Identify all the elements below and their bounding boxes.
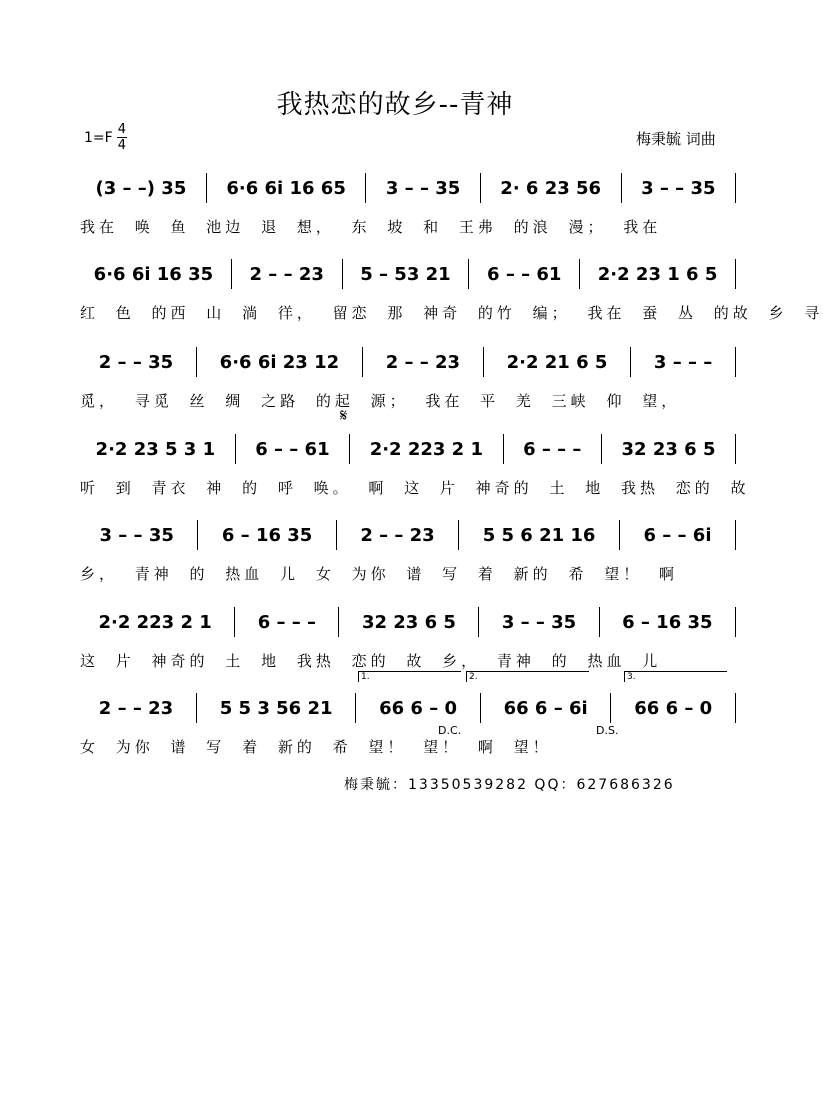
measure: 2·2 223 2 1 (369, 438, 483, 460)
barline (480, 693, 481, 723)
volta-1: 1. (358, 671, 461, 682)
barline (234, 607, 235, 637)
measure: 6 – – 6i (643, 524, 712, 546)
measure: 6 – – 61 (487, 263, 562, 285)
notes-line (80, 172, 740, 204)
lyrics-text: 觅， 寻觅 丝 绸 之路 的起 源； 我在 平 羌 三峡 仰 望， (80, 391, 681, 410)
measure: 32 23 6 5 (621, 438, 716, 460)
barline (231, 259, 232, 289)
measure: 2 – – 23 (360, 524, 435, 546)
lyrics-line (80, 300, 823, 324)
barline (196, 693, 197, 723)
notes-line (80, 433, 740, 465)
measure: 66 6 – 0 (379, 697, 458, 719)
barline (480, 173, 481, 203)
time-top: 4 (117, 122, 126, 137)
lyrics-text: 这 片 神奇的 土 地 我热 恋的 故 乡， 青神 的 热血 儿 (80, 651, 662, 670)
barline (235, 434, 236, 464)
measure: 2 – – 23 (249, 263, 324, 285)
measure: 2·2 21 6 5 (506, 351, 608, 373)
lyrics-line (80, 388, 740, 412)
notes-line (80, 692, 740, 724)
barline (735, 347, 736, 377)
score-system (80, 433, 750, 513)
measure: 5 – 53 21 (360, 263, 451, 285)
barline (342, 259, 343, 289)
measure: 2·2 223 2 1 (98, 611, 212, 633)
measure: 3 – – 35 (641, 177, 716, 199)
measure: 2 – – 23 (385, 351, 461, 373)
time-signature (117, 122, 127, 153)
notes-line (80, 258, 740, 290)
barline (362, 347, 363, 377)
measure: 2·2 23 1 6 5 (597, 263, 718, 285)
barline (601, 434, 602, 464)
barline (355, 693, 356, 723)
volta-3: 3. (624, 671, 727, 682)
measure: 3 – – 35 (99, 524, 174, 546)
barline (478, 607, 479, 637)
barline (197, 520, 198, 550)
measure: 66 6 – 6i (503, 697, 588, 719)
measure: 6 – 16 35 (221, 524, 313, 546)
measure: 3 – – 35 (385, 177, 461, 199)
barline (735, 607, 736, 637)
measure: (3 – –) 35 (95, 177, 187, 199)
lyrics-line (80, 475, 750, 499)
barline (630, 347, 631, 377)
barline (735, 520, 736, 550)
score-system (80, 172, 740, 252)
barline (468, 259, 469, 289)
barline (579, 259, 580, 289)
barline (458, 520, 459, 550)
dc-mark: D.C. (438, 724, 462, 737)
measure: 2 – – 23 (98, 697, 174, 719)
barline (735, 434, 736, 464)
measure: 6 – – – (257, 611, 317, 633)
measure: 6 – 16 35 (622, 611, 713, 633)
measure: 5 5 6 21 16 (482, 524, 596, 546)
barline (610, 693, 611, 723)
measure: 3 – – 35 (501, 611, 577, 633)
key-signature (84, 122, 127, 153)
lyrics-text: 我在 唤 鱼 池边 退 想， 东 坡 和 王弗 的浪 漫； 我在 (80, 217, 662, 236)
measure: 3 – – – (653, 351, 713, 373)
measure: 5 5 3 56 21 (219, 697, 333, 719)
score-system (80, 258, 823, 338)
lyrics-line (80, 648, 740, 672)
measure: 6 – – 61 (255, 438, 330, 460)
author-credit: 梅秉毓 词曲 (636, 130, 716, 148)
song-title: 我热恋的故乡--青神 (276, 90, 514, 120)
lyrics-line (80, 734, 740, 758)
barline (483, 347, 484, 377)
measure: 6·6 6i 16 65 (226, 177, 346, 199)
barline (336, 520, 337, 550)
barline (599, 607, 600, 637)
time-bottom: 4 (117, 138, 126, 153)
lyrics-text: 红 色 的西 山 淌 徉， 留恋 那 神奇 的竹 编； 我在 蚕 丛 的故 乡 寻 (80, 303, 823, 322)
lyrics-line (80, 561, 740, 585)
volta-2: 2. (466, 671, 589, 682)
measure: 6·6 6i 23 12 (219, 351, 340, 373)
segno-icon: 𝄋 (340, 406, 348, 426)
barline (619, 520, 620, 550)
barline (735, 693, 736, 723)
barline (206, 173, 207, 203)
notes-line (80, 519, 740, 551)
score-system (80, 519, 740, 599)
ds-mark: D.S. (596, 724, 619, 737)
lyrics-text: 女 为你 谱 写 着 新的 希 望！ 望！ 啊 望！ (80, 737, 552, 756)
barline (365, 173, 366, 203)
barline (503, 434, 504, 464)
measure: 32 23 6 5 (361, 611, 456, 633)
barline (349, 434, 350, 464)
barline (338, 607, 339, 637)
key-label: 1=F (84, 129, 113, 146)
lyrics-text: 听 到 青衣 神 的 呼 唤。 啊 这 片 神奇的 土 地 我热 恋的 故 (80, 478, 750, 497)
measure: 6 – – – (523, 438, 582, 460)
score-system (80, 692, 740, 772)
measure: 2·2 23 5 3 1 (95, 438, 216, 460)
measure: 6·6 6i 16 35 (93, 263, 214, 285)
contact-info: 梅秉毓：13350539282 QQ：627686326 (344, 777, 675, 793)
lyrics-line (80, 214, 740, 238)
score-system (80, 346, 740, 426)
measure: 2· 6 23 56 (500, 177, 602, 199)
notes-line (80, 606, 740, 638)
barline (196, 347, 197, 377)
notes-line (80, 346, 740, 378)
barline (735, 173, 736, 203)
barline (621, 173, 622, 203)
lyrics-text: 乡， 青神 的 热血 儿 女 为你 谱 写 着 新的 希 望！ 啊 (80, 564, 678, 583)
barline (735, 259, 736, 289)
measure: 66 6 – 0 (634, 697, 713, 719)
measure: 2 – – 35 (98, 351, 174, 373)
